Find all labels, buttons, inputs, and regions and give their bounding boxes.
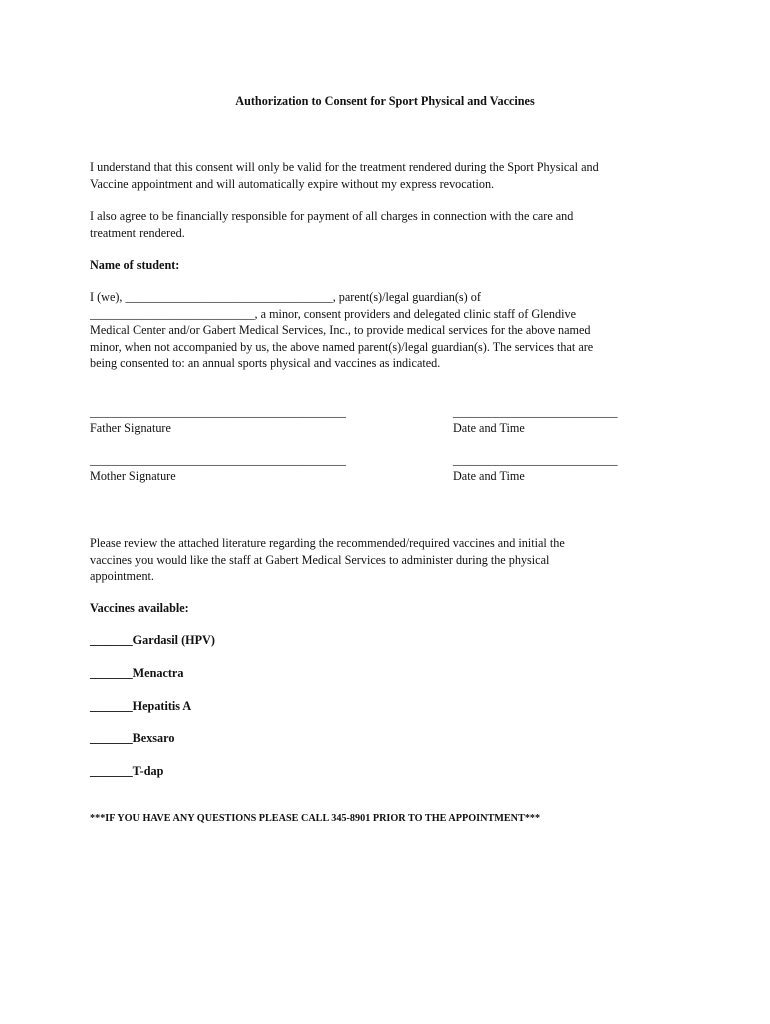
validity-paragraph (90, 159, 690, 192)
father-date-field[interactable] (453, 404, 618, 436)
vaccine-option-gardasil[interactable]: _______Gardasil (HPV) (90, 633, 215, 647)
financial-line-2: treatment rendered. (90, 225, 185, 240)
questions-notice: ***IF YOU HAVE ANY QUESTIONS PLEASE CALL 345-8901 PRIOR TO THE APPOINTMENT*** (90, 813, 541, 824)
father-signature-field[interactable] (90, 404, 346, 436)
consent-line-1: I (we), __________________________________, parent(s)/legal guardian(s) of (90, 290, 481, 304)
financial-line-1: I also agree to be financially responsible for payment of all charges in connection with the care and (90, 209, 574, 223)
review-line-1: Please review the attached literature regarding the recommended/required vaccines and initial the (90, 536, 565, 550)
mother-signature-label: Mother Signature (90, 469, 176, 483)
mother-date-blank[interactable]: ___________________________ (453, 453, 618, 467)
validity-line-2: Vaccine appointment and will automatically expire without my express revocation. (90, 176, 495, 191)
consent-line-5: being consented to: an annual sports physical and vaccines as indicated. (90, 356, 441, 370)
review-line-3: appointment. (90, 569, 154, 583)
father-date-label: Date and Time (453, 421, 525, 435)
father-signature-label: Father Signature (90, 421, 171, 435)
vaccine-option-hepatitis-a[interactable]: _______Hepatitis A (90, 699, 192, 713)
father-date-blank[interactable]: ___________________________ (453, 405, 618, 419)
consent-line-4: minor, when not accompanied by us, the above named parent(s)/legal guardian(s). The services that are (90, 339, 594, 354)
consent-line-2: ___________________________, a minor, consent providers and delegated clinic staff of Glendive (90, 306, 577, 321)
form-title: Authorization to Consent for Sport Physical and Vaccines (235, 94, 535, 108)
vaccine-option-tdap[interactable]: _______T-dap (90, 764, 164, 778)
review-line-2: vaccines you would like the staff at Gabert Medical Services to administer during the physical (90, 552, 550, 567)
mother-date-field[interactable] (453, 452, 618, 484)
father-signature-blank[interactable]: __________________________________________ (90, 405, 346, 419)
mother-signature-blank[interactable]: __________________________________________ (90, 453, 346, 467)
review-paragraph (90, 535, 690, 585)
consent-line-3: Medical Center and/or Gabert Medical Services, Inc., to provide medical services for the above named (90, 323, 591, 337)
financial-paragraph (90, 208, 690, 241)
vaccine-option-menactra[interactable]: _______Menactra (90, 666, 184, 680)
consent-paragraph (90, 289, 690, 372)
vaccine-option-bexsaro[interactable]: _______Bexsaro (90, 731, 175, 745)
mother-date-label: Date and Time (453, 469, 525, 483)
validity-line-1: I understand that this consent will only be valid for the treatment rendered during the Sport Physical and (90, 160, 599, 174)
mother-signature-field[interactable] (90, 452, 346, 484)
student-name-heading: Name of student: (90, 258, 180, 272)
vaccines-heading: Vaccines available: (90, 601, 189, 615)
